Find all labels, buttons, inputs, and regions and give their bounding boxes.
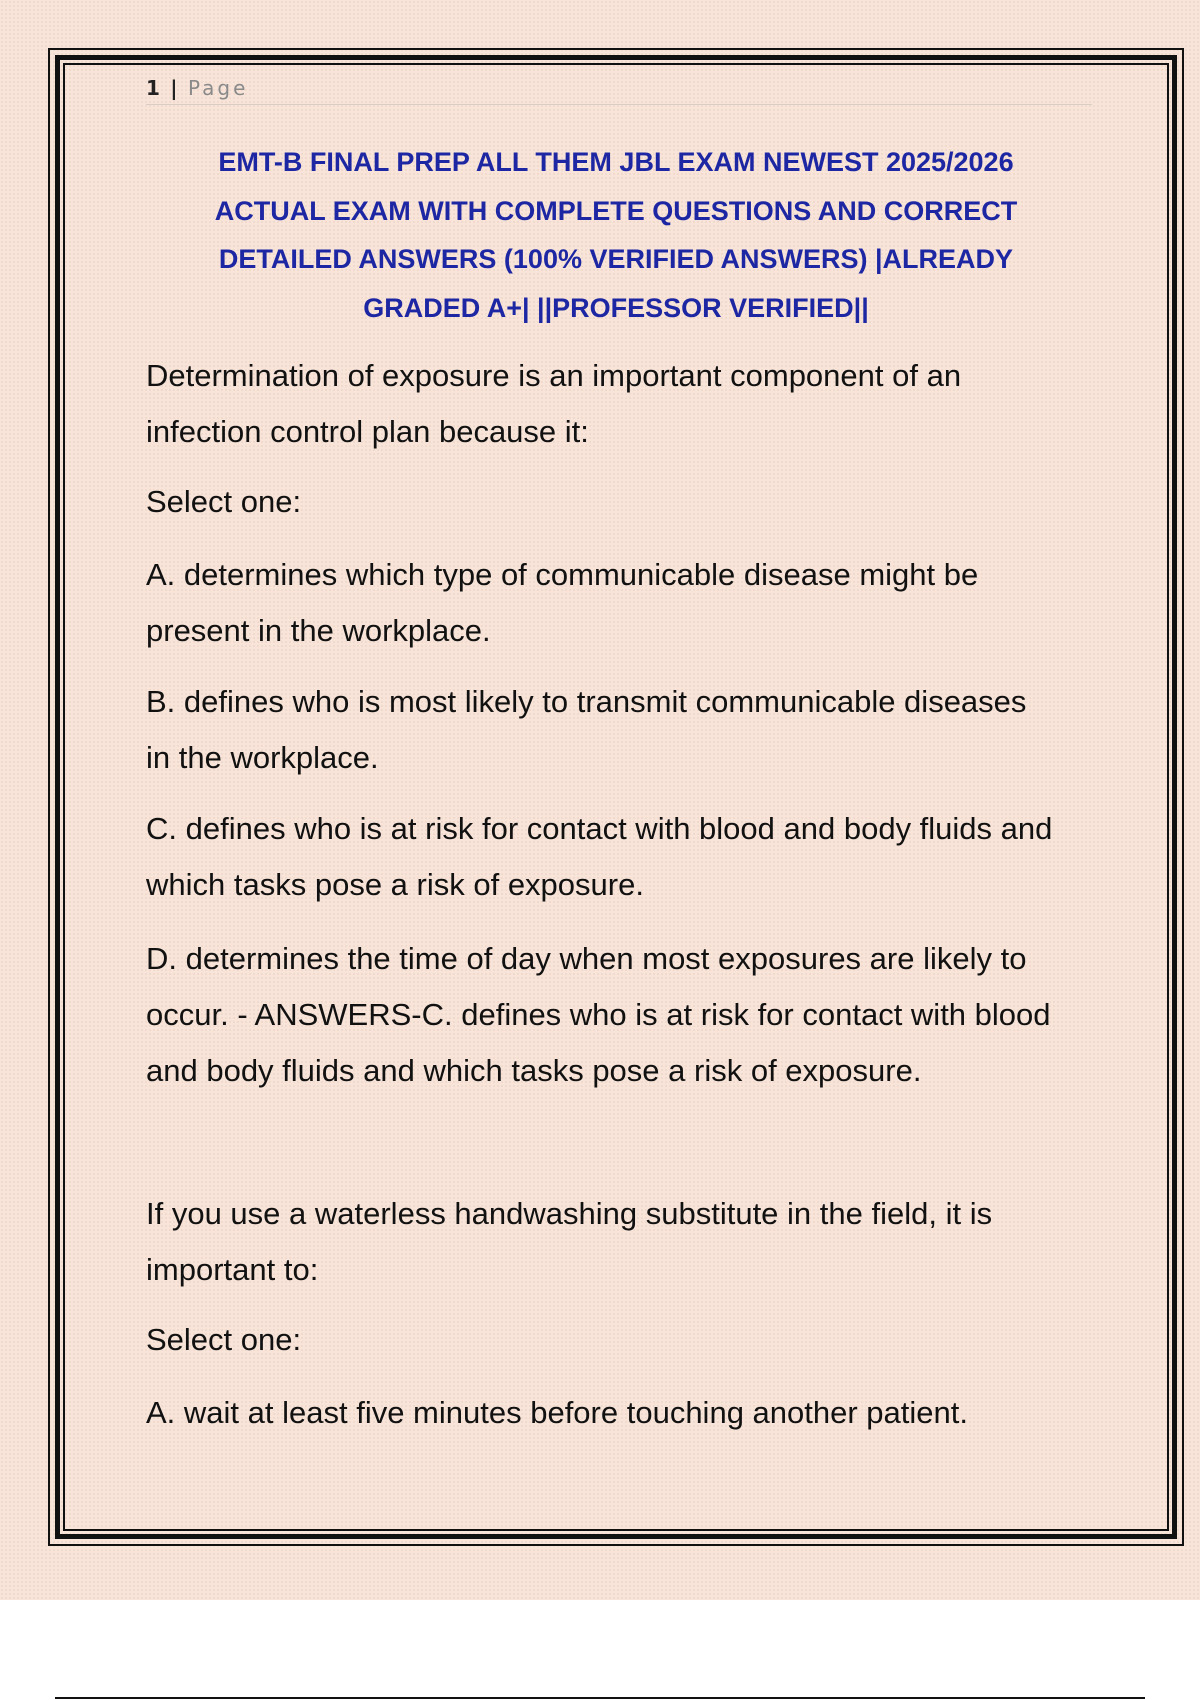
text-line: D. determines the time of day when most exposures are likely to: [146, 941, 1027, 976]
question-1-stem: [146, 348, 1106, 460]
bottom-divider: [55, 1697, 1145, 1699]
text-line: in the workplace.: [146, 740, 379, 775]
text-line: Determination of exposure is an important component of an: [146, 358, 962, 393]
page-label: Page: [187, 76, 249, 100]
question-1-option-a: [146, 547, 1106, 659]
question-2-option-a: [146, 1385, 1106, 1441]
page-header: [146, 74, 1092, 105]
text-line: which tasks pose a risk of exposure.: [146, 867, 644, 902]
text-line: infection control plan because it:: [146, 414, 589, 449]
question-2-stem: [146, 1186, 1106, 1298]
text-line: A. determines which type of communicable disease might be: [146, 557, 979, 592]
question-1-option-b: [146, 674, 1106, 786]
text-line: and body fluids and which tasks pose a risk of exposure.: [146, 1053, 922, 1088]
title-line: DETAILED ANSWERS (100% VERIFIED ANSWERS) |ALREADY: [218, 244, 1014, 274]
question-1-option-d-and-answer: [146, 931, 1106, 1099]
page-separator: |: [170, 76, 178, 100]
question-2-select-label: Select one:: [146, 1322, 302, 1357]
text-line: present in the workplace.: [146, 613, 491, 648]
question-1-option-c: [146, 801, 1106, 913]
document-title: [140, 138, 1092, 332]
text-line: A. wait at least five minutes before touching another patient.: [146, 1395, 968, 1430]
title-line: ACTUAL EXAM WITH COMPLETE QUESTIONS AND CORRECT: [214, 195, 1018, 226]
text-line: B. defines who is most likely to transmit communicable diseases: [146, 684, 1027, 719]
question-1-select-label: Select one:: [146, 484, 302, 519]
title-line: GRADED A+| ||PROFESSOR VERIFIED||: [363, 292, 869, 323]
text-line: C. defines who is at risk for contact with blood and body fluids and: [146, 811, 1053, 846]
page-number: 1: [146, 76, 160, 100]
title-line: EMT-B FINAL PREP ALL THEM JBL EXAM NEWEST 2025/2026: [218, 147, 1014, 177]
text-line: If you use a waterless handwashing substitute in the field, it is: [146, 1196, 993, 1231]
text-line: occur. - ANSWERS-C. defines who is at risk for contact with blood: [146, 997, 1051, 1032]
text-line: important to:: [146, 1252, 319, 1287]
